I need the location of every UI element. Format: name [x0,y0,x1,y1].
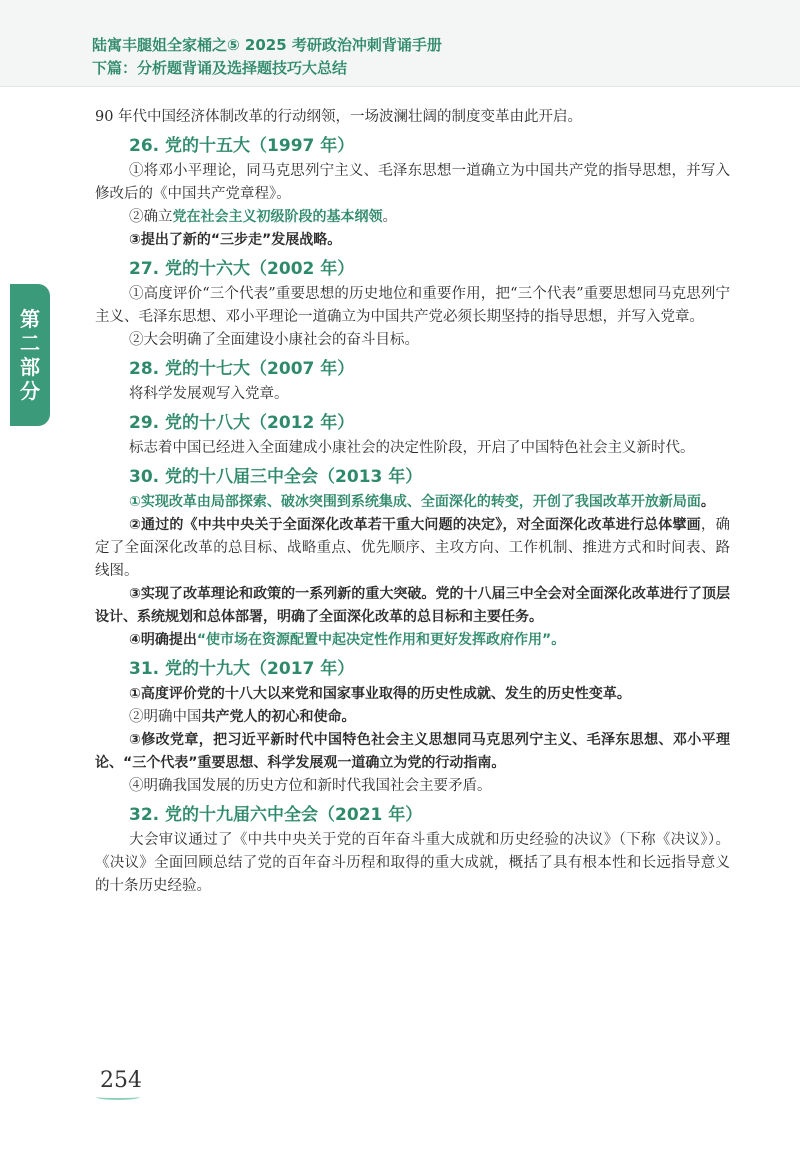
s30-p1-end: 。 [700,494,715,510]
s27-point-2: ②大会明确了全面建设小康社会的奋斗目标。 [129,332,419,348]
side-tab-char: 部 [20,355,40,379]
s30-p2-lead: ②通过的《中共中央关于全面深化改革若干重大问题的决定》，对全面深化改革进行总体擘画 [129,517,701,533]
section-heading-30: 30. 党的十八届三中全会（2013 年） [129,467,423,487]
header-subtitle: 下篇：分析题背诵及选择题技巧大总结 [92,59,348,77]
s26-p2-lead: ②确立 [129,209,173,225]
page-number-underline [96,1094,140,1100]
s31-point-1: ①高度评价党的十八大以来党和国家事业取得的历史性成就、发生的历史性变革。 [129,686,631,702]
side-tab-char: 二 [20,331,40,355]
s30-p2-rest: ，确定了全面深化改革的总目标、战略重点、优先顺序、主攻方向、工作机制、推进方式和时间表、路线图。 [95,517,730,579]
s32-point-1: 大会审议通过了《中共中央关于党的百年奋斗重大成就和历史经验的决议》（下称《决议》）。《决议》全面回顾总结了党的百年奋斗历程和取得的重大成就，概括了具有根本性和长远指导意义的十条历史经验。 [95,832,730,894]
s30-p1-highlight: ①实现改革由局部探索、破冰突围到系统集成、全面深化的转变，开创了我国改革开放新局面 [129,494,701,510]
page-number: 254 [100,1068,142,1093]
s30-point-1 [95,491,730,514]
page-header [0,0,800,87]
intro-paragraph: 90 年代中国经济体制改革的行动纲领，一场波澜壮阔的制度变革由此开启。 [95,109,583,125]
s31-point-2 [95,706,730,729]
s26-p2-end: 。 [382,209,397,225]
s27-point-1: ①高度评价“三个代表”重要思想的历史地位和重要作用，把“三个代表”重要思想同马克思列宁主义、毛泽东思想、邓小平理论一道确立为中国共产党必须长期坚持的指导思想，并写入党章。 [95,286,730,325]
section-side-tab [10,284,50,426]
s30-point-4 [95,629,730,652]
s30-point-3: ③实现了改革理论和政策的一系列新的重大突破。党的十八届三中全会对全面深化改革进行了顶层设计、系统规划和总体部署，明确了全面深化改革的总目标和主要任务。 [95,586,730,625]
s31-point-4: ④明确我国发展的历史方位和新时代我国社会主要矛盾。 [129,778,492,794]
section-heading-27: 27. 党的十六大（2002 年） [129,259,355,279]
side-tab-char: 第 [20,307,40,331]
header-title: 陆寓丰腿姐全家桶之⑤ 2025 考研政治冲刺背诵手册 [92,36,442,54]
s30-p4-lead: ④明确提出 [129,632,197,648]
s31-p2-lead: ②明确中国 [129,709,202,725]
s30-point-2 [95,514,730,583]
s30-p4-highlight: “使市场在资源配置中起决定性作用和更好发挥政府作用”。 [196,632,566,648]
section-heading-26: 26. 党的十五大（1997 年） [129,136,355,156]
page-content [95,106,730,898]
s28-point-1: 将科学发展观写入党章。 [129,386,289,402]
s26-point-2 [95,206,730,229]
s26-point-1: ①将邓小平理论，同马克思列宁主义、毛泽东思想一道确立为中国共产党的指导思想，并写入修改后的《中国共产党章程》。 [95,163,730,202]
section-heading-31: 31. 党的十九大（2017 年） [129,659,355,679]
section-heading-32: 32. 党的十九届六中全会（2021 年） [129,805,423,825]
side-tab-char: 分 [20,379,40,403]
section-heading-29: 29. 党的十八大（2012 年） [129,413,355,433]
s31-point-3: ③修改党章，把习近平新时代中国特色社会主义思想同马克思列宁主义、毛泽东思想、邓小平理论、“三个代表”重要思想、科学发展观一道确立为党的行动指南。 [95,732,730,771]
s31-p2-rest: 共产党人的初心和使命。 [201,709,356,725]
s29-point-1: 标志着中国已经进入全面建成小康社会的决定性阶段，开启了中国特色社会主义新时代。 [129,440,695,456]
s26-point-3: ③提出了新的“三步走”发展战略。 [129,232,342,248]
s26-p2-highlight: 党在社会主义初级阶段的基本纲领 [172,209,383,225]
section-heading-28: 28. 党的十七大（2007 年） [129,359,355,379]
